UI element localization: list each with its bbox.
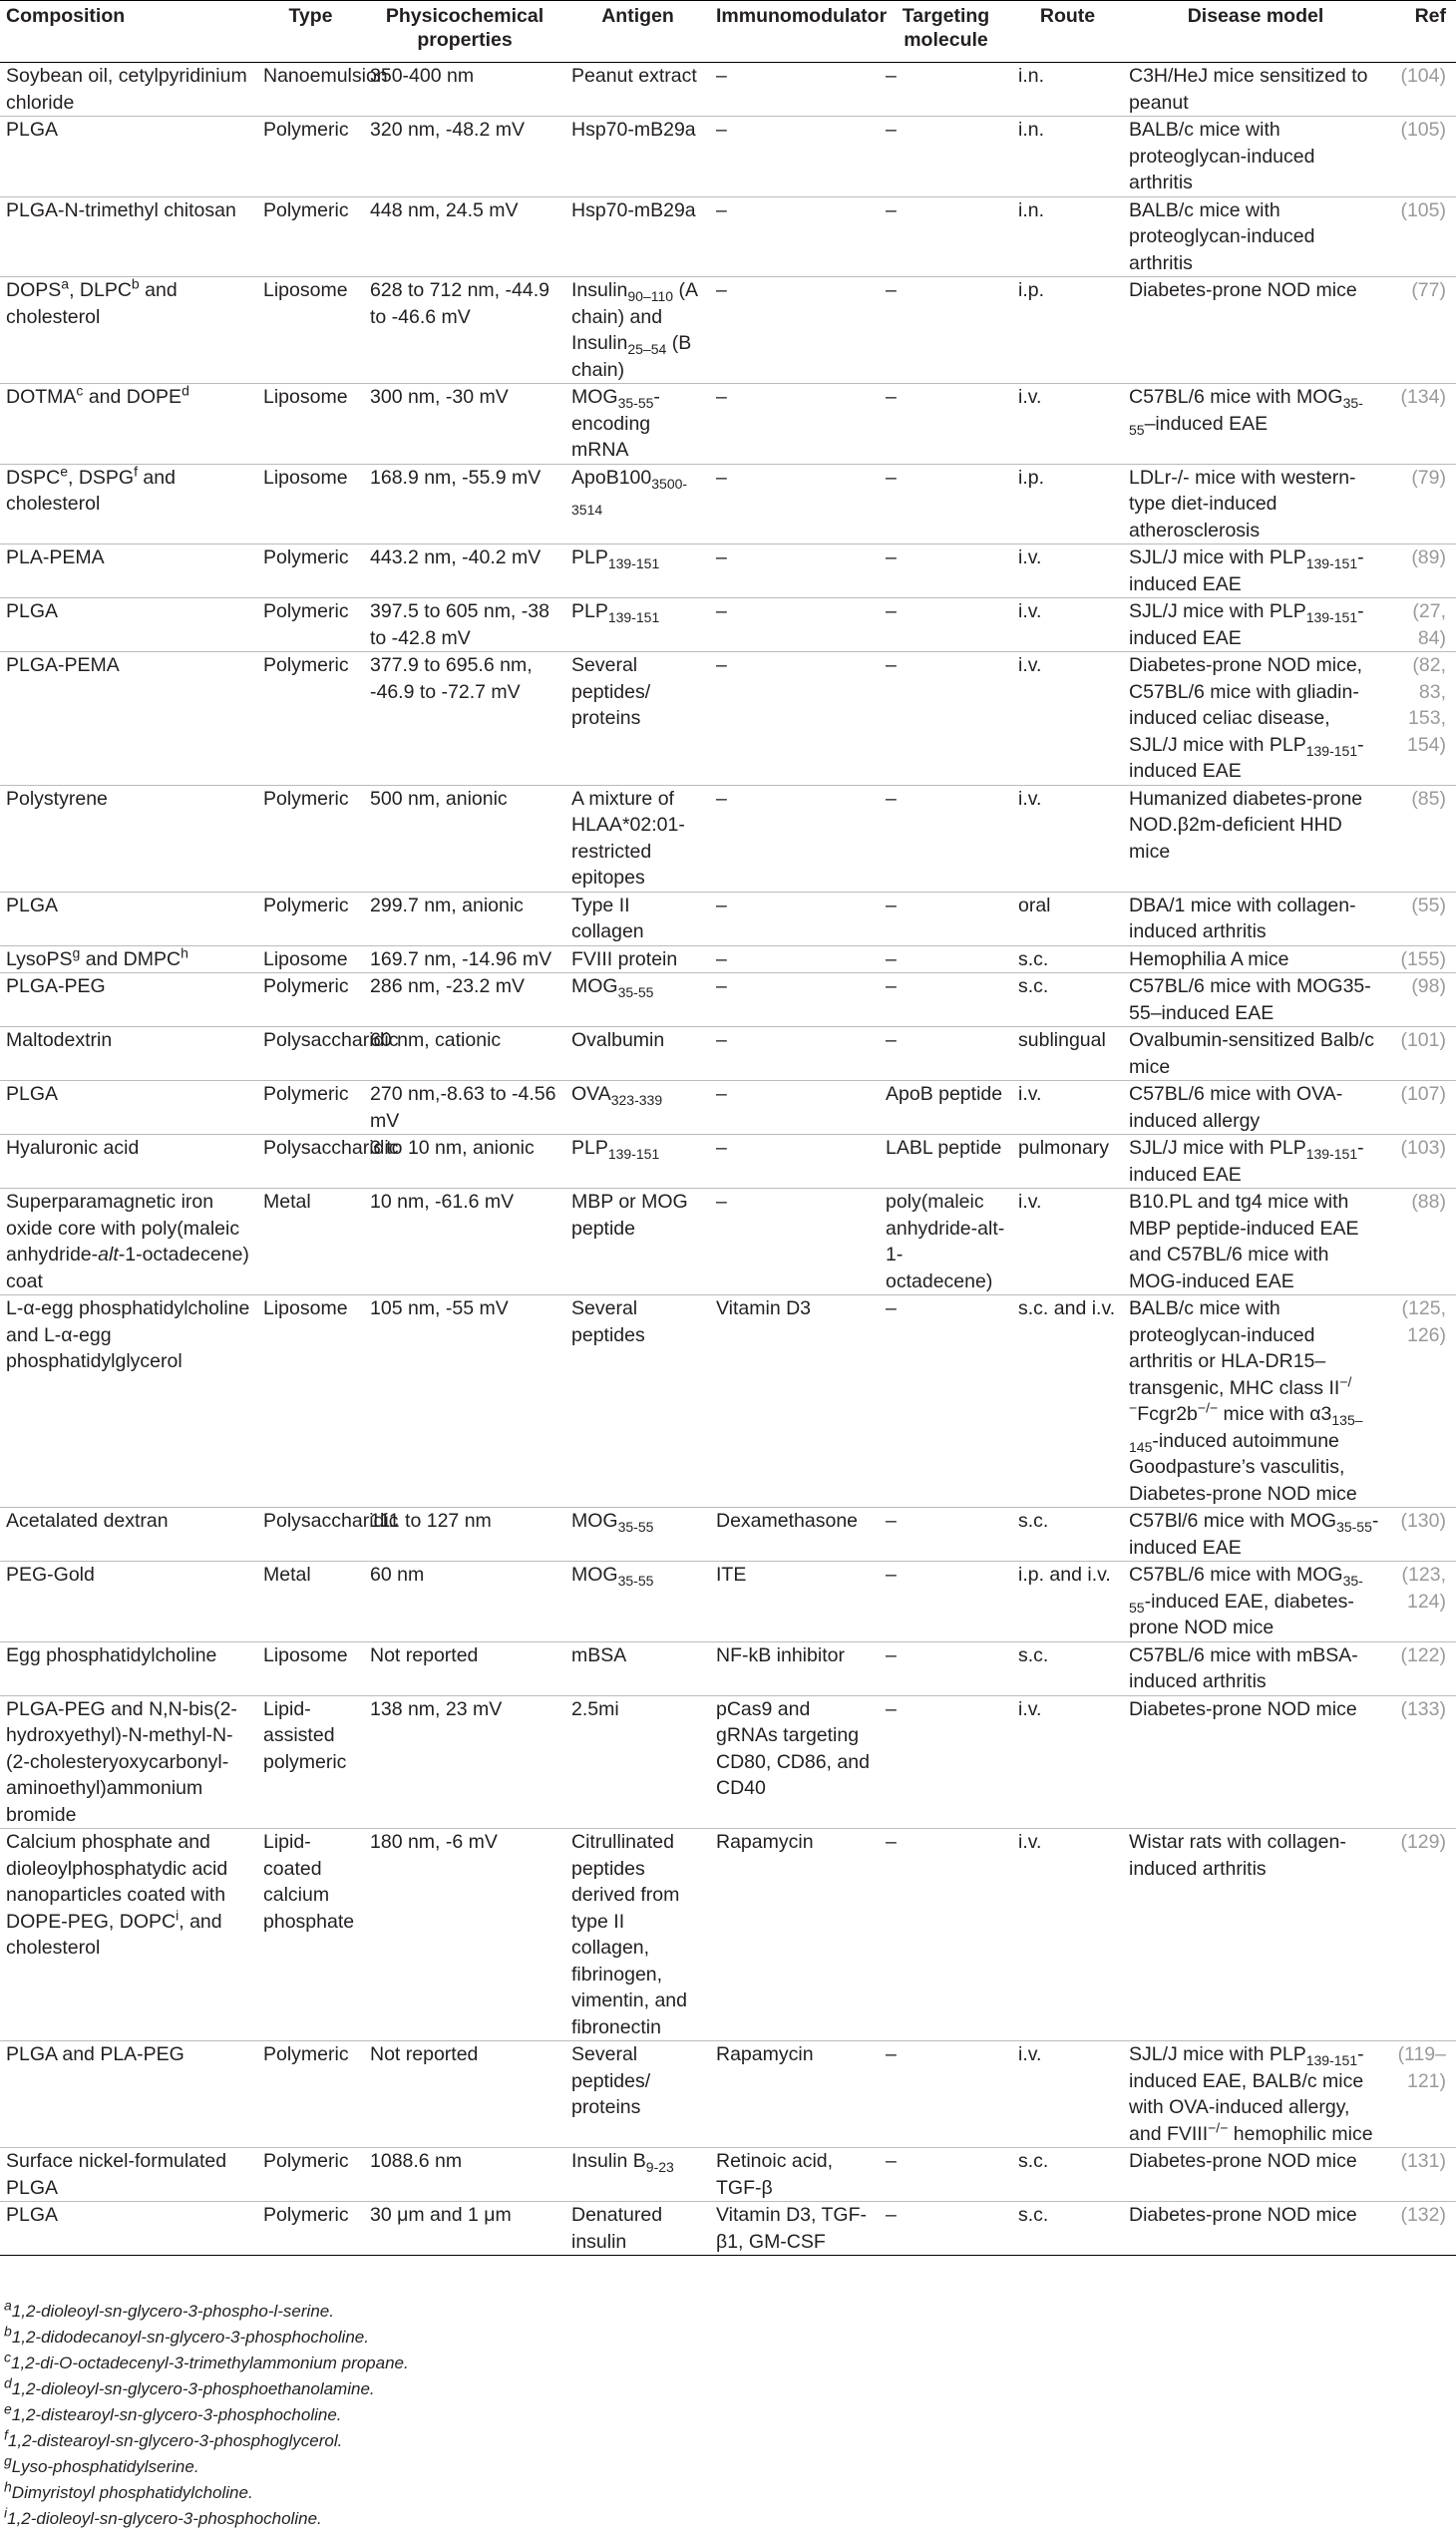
table-row xyxy=(0,1027,1456,1081)
table-row xyxy=(0,277,1456,384)
footnote: $^i$1,2-dioleoyl-sn-glycero-3-phosphocholine. xyxy=(4,2504,322,2528)
cell-route: i.n. xyxy=(1018,198,1045,221)
cell-composition: Egg phosphatidylcholine xyxy=(6,1643,217,1666)
cell-ref[interactable]: (105) xyxy=(1400,119,1446,141)
cell-composition: PLGA and PLA-PEG xyxy=(6,2043,184,2065)
cell-targeting: – xyxy=(886,466,897,489)
cell-disease-model: Humanized diabetes-prone NOD.β2m-deficient HHD mice xyxy=(1129,787,1363,863)
cell-antigen: $ApoB100_{3500-3514}$ xyxy=(571,466,688,518)
cell-immunomodulator: – xyxy=(716,279,727,301)
footnote: $^c$1,2-di-O-octadecenyl-3-trimethylammonium propane. xyxy=(4,2349,409,2372)
cell-composition: DOPS$^a$, DLPC$^b$ and cholesterol xyxy=(6,275,178,328)
cell-route: s.c. xyxy=(1018,2204,1049,2226)
cell-physicochemical: 299.7 nm, anionic xyxy=(370,894,524,916)
table-row xyxy=(0,464,1456,544)
cell-immunomodulator: Vitamin D3, TGF-β1, GM-CSF xyxy=(716,2204,867,2253)
cell-targeting: – xyxy=(886,2043,897,2065)
cell-antigen: $MOG_{35-55}$ xyxy=(571,975,654,1000)
cell-physicochemical: 628 to 712 nm, -44.9 to -46.6 mV xyxy=(370,279,549,328)
cell-physicochemical: 270 nm,-8.63 to -4.56 mV xyxy=(370,1083,556,1132)
cell-targeting: – xyxy=(886,975,897,997)
cell-immunomodulator: pCas9 and gRNAs targeting CD80, CD86, and CD40 xyxy=(716,1697,870,1799)
cell-targeting: – xyxy=(886,65,897,87)
cell-disease-model: Wistar rats with collagen-induced arthritis xyxy=(1129,1831,1346,1880)
cell-antigen: Insulin $B_{9-23}$ xyxy=(571,2150,674,2175)
cell-disease-model: C3H/HeJ mice sensitized to peanut xyxy=(1129,65,1368,114)
cell-route: i.v. xyxy=(1018,600,1042,622)
cell-route: i.v. xyxy=(1018,787,1042,810)
cell-route: i.v. xyxy=(1018,654,1042,676)
footnote: $^h$Dimyristoyl phosphatidylcholine. xyxy=(4,2478,253,2502)
cell-ref[interactable]: (105) xyxy=(1400,198,1446,221)
cell-immunomodulator: NF-kB inhibitor xyxy=(716,1643,845,1666)
cell-antigen: $PLP_{139-151}$ xyxy=(571,546,660,571)
cell-immunomodulator: Retinoic acid, TGF-β xyxy=(716,2150,834,2199)
cell-ref[interactable]: (27, 84) xyxy=(1412,600,1446,649)
cell-type: Liposome xyxy=(263,386,348,408)
cell-composition: PEG-Gold xyxy=(6,1564,95,1586)
cell-type: Polymeric xyxy=(263,894,349,916)
cell-physicochemical: 60 nm xyxy=(370,1564,425,1586)
cell-ref[interactable]: (122) xyxy=(1400,1643,1446,1666)
table-row xyxy=(0,384,1456,465)
cell-antigen: Citrullinated peptides derived from type II collagen, fibrinogen, vimentin, and fibronectin xyxy=(571,1831,687,2038)
cell-targeting: – xyxy=(886,894,897,916)
cell-antigen: A mixture of HLAA*02:01-restricted epitopes xyxy=(571,787,685,889)
cell-immunomodulator: Dexamethasone xyxy=(716,1510,859,1532)
cell-disease-model: B10.PL and tg4 mice with MBP peptide-induced EAE and C57BL/6 mice with MOG-induced EAE xyxy=(1129,1191,1359,1292)
cell-ref[interactable]: (131) xyxy=(1400,2150,1446,2172)
cell-ref[interactable]: (125, 126) xyxy=(1401,1297,1446,1346)
footnote: $^d$1,2-dioleoyl-sn-glycero-3-phosphoethanolamine. xyxy=(4,2374,375,2398)
cell-immunomodulator: ITE xyxy=(716,1564,747,1586)
cell-route: i.p. and i.v. xyxy=(1018,1564,1111,1586)
header-immunomodulator: Immunomodulator xyxy=(716,5,888,27)
cell-physicochemical: 350-400 nm xyxy=(370,65,475,87)
cell-composition: PLGA-PEMA xyxy=(6,654,120,676)
cell-targeting: – xyxy=(886,947,897,970)
cell-type: Polysaccharidic xyxy=(263,1510,399,1532)
cell-type: Polysaccharidic xyxy=(263,1029,399,1051)
header-disease-model: Disease model xyxy=(1187,5,1324,27)
cell-ref[interactable]: (133) xyxy=(1400,1697,1446,1720)
cell-physicochemical: 168.9 nm, -55.9 mV xyxy=(370,466,542,489)
cell-ref[interactable]: (132) xyxy=(1400,2204,1446,2226)
table-row xyxy=(0,1135,1456,1189)
cell-disease-model: BALB/c mice with proteoglycan-induced arthritis xyxy=(1129,119,1315,193)
cell-immunomodulator: – xyxy=(716,654,727,676)
cell-disease-model: Ovalbumin-sensitized Balb/c mice xyxy=(1129,1029,1375,1078)
cell-antigen: MBP or MOG peptide xyxy=(571,1191,688,1240)
cell-composition: PLGA-PEG and N,N-bis(2-hydroxyethyl)-N-methyl-N-(2-cholesteryoxycarbonyl-aminoethyl)ammonium bromide xyxy=(6,1697,237,1826)
cell-route: i.n. xyxy=(1018,119,1045,141)
cell-composition: Polystyrene xyxy=(6,787,108,810)
cell-composition: L-α-egg phosphatidylcholine and L-α-egg phosphatidylglycerol xyxy=(6,1297,250,1372)
cell-physicochemical: 300 nm, -30 mV xyxy=(370,386,509,408)
table-row xyxy=(0,1081,1456,1135)
cell-type: Liposome xyxy=(263,1297,348,1319)
cell-antigen: Several peptides xyxy=(571,1297,645,1346)
cell-targeting: – xyxy=(886,1297,897,1319)
cell-antigen: $PLP_{139-151}$ xyxy=(571,1137,660,1162)
cell-composition: PLGA-PEG xyxy=(6,975,106,997)
header-type: Type xyxy=(288,5,333,27)
cell-disease-model: C57Bl/6 mice with $MOG_{35-55}$-induced EAE xyxy=(1129,1510,1379,1559)
cell-immunomodulator: – xyxy=(716,466,727,489)
cell-disease-model: LDLr-/- mice with western-type diet-induced atherosclerosis xyxy=(1129,466,1356,542)
table-row xyxy=(0,1829,1456,2041)
cell-physicochemical: 169.7 nm, -14.96 mV xyxy=(370,947,552,970)
cell-route: i.v. xyxy=(1018,2043,1042,2065)
cell-route: s.c. and i.v. xyxy=(1018,1297,1116,1319)
footnote: $^b$1,2-didodecanoyl-sn-glycero-3-phosphocholine. xyxy=(4,2323,369,2347)
cell-type: Polymeric xyxy=(263,787,349,810)
header-targeting: Targeting molecule xyxy=(902,5,990,51)
cell-route: i.p. xyxy=(1018,279,1045,301)
cell-immunomodulator: – xyxy=(716,198,727,221)
cell-ref[interactable]: (129) xyxy=(1400,1831,1446,1853)
footnote: $^g$Lyso-phosphatidylserine. xyxy=(4,2452,199,2476)
cell-ref[interactable]: (85) xyxy=(1411,787,1446,810)
cell-antigen: $PLP_{139-151}$ xyxy=(571,600,660,625)
cell-disease-model: C57BL/6 mice with mBSA-induced arthritis xyxy=(1129,1643,1358,1692)
table-header xyxy=(0,1,1456,63)
cell-disease-model: C57BL/6 mice with OVA-induced allergy xyxy=(1129,1083,1343,1132)
cell-targeting: – xyxy=(886,1831,897,1853)
cell-antigen: Denatured insulin xyxy=(571,2204,663,2253)
cell-type: Nanoemulsion xyxy=(263,65,388,87)
cell-disease-model: Diabetes-prone NOD mice xyxy=(1129,279,1357,301)
footnote: $^f$1,2-distearoyl-sn-glycero-3-phosphoglycerol. xyxy=(4,2426,343,2450)
cell-targeting: – xyxy=(886,546,897,568)
cell-ref[interactable]: (79) xyxy=(1411,466,1446,489)
cell-immunomodulator: Rapamycin xyxy=(716,2043,814,2065)
cell-targeting: – xyxy=(886,2204,897,2226)
cell-targeting: LABL peptide xyxy=(886,1137,1002,1159)
cell-route: s.c. xyxy=(1018,947,1049,970)
cell-route: pulmonary xyxy=(1018,1137,1110,1159)
table-row xyxy=(0,117,1456,197)
cell-route: i.v. xyxy=(1018,386,1042,408)
cell-composition: PLGA xyxy=(6,119,59,141)
cell-antigen: $MOG_{35-55}$ xyxy=(571,1564,654,1589)
cell-targeting: – xyxy=(886,279,897,301)
table-row xyxy=(0,1641,1456,1695)
cell-disease-model: BALB/c mice with proteoglycan-induced arthritis or HLA-DR15–transgenic, MHC class II−/−Fcgr2b−/− mice with $\alpha 3_{135-145}$-induced autoimmune Goodpasture’s vasculitis, Diabetes-prone NOD mice xyxy=(1129,1297,1363,1505)
cell-physicochemical: 320 nm, -48.2 mV xyxy=(370,119,525,141)
cell-type: Polymeric xyxy=(263,2204,349,2226)
cell-ref[interactable]: (103) xyxy=(1400,1137,1446,1159)
cell-immunomodulator: – xyxy=(716,975,727,997)
table-row xyxy=(0,1295,1456,1508)
header-physicochemical: Physicochemical properties xyxy=(385,5,545,51)
cell-composition: Acetalated dextran xyxy=(6,1510,169,1532)
cell-type: Polymeric xyxy=(263,546,349,568)
table-row xyxy=(0,945,1456,973)
cell-physicochemical: 286 nm, -23.2 mV xyxy=(370,975,525,997)
cell-disease-model: SJL/J mice with $PLP_{139-151}$-induced EAE xyxy=(1129,1137,1364,1186)
cell-immunomodulator: – xyxy=(716,386,727,408)
cell-route: oral xyxy=(1018,894,1051,916)
cell-route: sublingual xyxy=(1018,1029,1106,1051)
cell-type: Polymeric xyxy=(263,198,349,221)
cell-immunomodulator: Vitamin D3 xyxy=(716,1297,812,1319)
table-row xyxy=(0,973,1456,1027)
cell-disease-model: C57BL/6 mice with $MOG_{35-55}$–induced EAE xyxy=(1129,386,1363,438)
table-row xyxy=(0,892,1456,945)
cell-type: Liposome xyxy=(263,947,348,970)
cell-physicochemical: 10 nm, -61.6 mV xyxy=(370,1191,515,1213)
cell-targeting: – xyxy=(886,2150,897,2172)
cell-ref[interactable]: (82, 83, 153, 154) xyxy=(1406,654,1446,756)
cell-antigen: FVIII protein xyxy=(571,947,678,970)
header-composition: Composition xyxy=(6,5,126,27)
cell-type: Polymeric xyxy=(263,2150,349,2172)
cell-ref[interactable]: (89) xyxy=(1411,546,1446,568)
cell-immunomodulator: – xyxy=(716,1137,727,1159)
cell-ref[interactable]: (119–121) xyxy=(1397,2043,1446,2092)
cell-physicochemical: 180 nm, -6 mV xyxy=(370,1831,498,1853)
header-antigen: Antigen xyxy=(601,5,674,27)
footnotes xyxy=(0,2299,1456,2532)
table-row xyxy=(0,2041,1456,2148)
cell-ref[interactable]: (77) xyxy=(1411,279,1446,301)
cell-antigen: Hsp70-mB29a xyxy=(571,119,696,141)
cell-immunomodulator: – xyxy=(716,1029,727,1051)
cell-antigen: Several peptides/ proteins xyxy=(571,654,651,729)
cell-immunomodulator: Rapamycin xyxy=(716,1831,814,1853)
cell-composition: PLGA xyxy=(6,600,59,622)
cell-antigen: Type II collagen xyxy=(571,894,644,942)
cell-composition: PLA-PEMA xyxy=(6,546,105,568)
cell-composition: PLGA xyxy=(6,2204,59,2226)
cell-physicochemical: 397.5 to 605 nm, -38 to -42.8 mV xyxy=(370,600,549,649)
cell-ref[interactable]: (88) xyxy=(1411,1191,1446,1213)
cell-route: i.v. xyxy=(1018,1697,1042,1720)
cell-type: Metal xyxy=(263,1191,311,1213)
cell-ref[interactable]: (123, 124) xyxy=(1401,1564,1446,1613)
cell-ref[interactable]: (155) xyxy=(1400,947,1446,970)
cell-targeting: – xyxy=(886,1510,897,1532)
cell-composition: Soybean oil, cetylpyridinium chloride xyxy=(6,65,247,114)
cell-targeting: ApoB peptide xyxy=(886,1083,1003,1105)
cell-ref[interactable]: (130) xyxy=(1400,1510,1446,1532)
table-row xyxy=(0,1189,1456,1295)
cell-route: s.c. xyxy=(1018,2150,1049,2172)
cell-physicochemical: 111 to 127 nm xyxy=(370,1510,492,1532)
cell-ref[interactable]: (98) xyxy=(1411,975,1446,997)
cell-ref[interactable]: (101) xyxy=(1400,1029,1446,1051)
cell-route: s.c. xyxy=(1018,975,1049,997)
cell-composition: PLGA xyxy=(6,894,59,916)
table-row xyxy=(0,785,1456,892)
cell-antigen: $OVA_{323-339}$ xyxy=(571,1083,663,1108)
cell-composition: LysoPS$^g$ and DMPC$^h$ xyxy=(6,944,188,970)
cell-targeting: – xyxy=(886,787,897,810)
cell-physicochemical: 377.9 to 695.6 nm, -46.9 to -72.7 mV xyxy=(370,654,533,703)
table-row xyxy=(0,196,1456,277)
cell-type: Polymeric xyxy=(263,654,349,676)
cell-disease-model: Diabetes-prone NOD mice xyxy=(1129,2150,1357,2172)
cell-ref[interactable]: (107) xyxy=(1400,1083,1446,1105)
cell-immunomodulator: – xyxy=(716,546,727,568)
cell-type: Liposome xyxy=(263,279,348,301)
cell-type: Polymeric xyxy=(263,2043,349,2065)
cell-route: i.n. xyxy=(1018,65,1045,87)
cell-type: Liposome xyxy=(263,1643,348,1666)
cell-immunomodulator: – xyxy=(716,119,727,141)
cell-route: i.p. xyxy=(1018,466,1045,489)
cell-physicochemical: 1088.6 nm xyxy=(370,2150,463,2172)
cell-disease-model: Diabetes-prone NOD mice, C57BL/6 mice with gliadin-induced celiac disease, SJL/J mice with $PLP_{139-151}$-induced EAE xyxy=(1129,654,1364,782)
cell-type: Metal xyxy=(263,1564,311,1586)
footnote: $^e$1,2-distearoyl-sn-glycero-3-phosphocholine. xyxy=(4,2400,342,2424)
cell-targeting: – xyxy=(886,1564,897,1586)
cell-composition: DOTMA$^c$ and DOPE$^d$ xyxy=(6,382,189,408)
cell-type: Polymeric xyxy=(263,1083,349,1105)
cell-immunomodulator: – xyxy=(716,1191,727,1213)
cell-targeting: – xyxy=(886,386,897,408)
cell-targeting: – xyxy=(886,1697,897,1720)
cell-immunomodulator: – xyxy=(716,1083,727,1105)
cell-targeting: – xyxy=(886,600,897,622)
cell-disease-model: DBA/1 mice with collagen-induced arthritis xyxy=(1129,894,1356,942)
table-row xyxy=(0,598,1456,652)
cell-antigen: Peanut extract xyxy=(571,65,697,87)
table-row xyxy=(0,1508,1456,1562)
table-row xyxy=(0,2148,1456,2202)
cell-type: Polymeric xyxy=(263,600,349,622)
cell-route: s.c. xyxy=(1018,1510,1049,1532)
cell-type: Polysaccharidic xyxy=(263,1137,399,1159)
cell-targeting: – xyxy=(886,1643,897,1666)
cell-physicochemical: 60 nm, cationic xyxy=(370,1029,502,1051)
cell-disease-model: Hemophilia A mice xyxy=(1129,947,1289,970)
cell-physicochemical: 443.2 nm, -40.2 mV xyxy=(370,546,542,568)
cell-physicochemical: Not reported xyxy=(370,1643,479,1666)
header-ref: Ref xyxy=(1414,5,1446,27)
cell-immunomodulator: – xyxy=(716,65,727,87)
cell-immunomodulator: – xyxy=(716,787,727,810)
cell-immunomodulator: – xyxy=(716,894,727,916)
header-route: Route xyxy=(1039,5,1096,27)
cell-route: i.v. xyxy=(1018,1083,1042,1105)
cell-physicochemical: 500 nm, anionic xyxy=(370,787,508,810)
table-row xyxy=(0,1695,1456,1829)
cell-disease-model: C57BL/6 mice with MOG35-55–induced EAE xyxy=(1129,975,1371,1024)
cell-ref[interactable]: (134) xyxy=(1400,386,1446,408)
cell-physicochemical: 138 nm, 23 mV xyxy=(370,1697,503,1720)
cell-immunomodulator: – xyxy=(716,600,727,622)
cell-antigen: mBSA xyxy=(571,1643,627,1666)
cell-targeting: – xyxy=(886,198,897,221)
cell-disease-model: Diabetes-prone NOD mice xyxy=(1129,2204,1357,2226)
cell-physicochemical: 30 μm and 1 μm xyxy=(370,2204,512,2226)
cell-type: Lipid-coated calcium phosphate xyxy=(263,1831,355,1933)
cell-antigen: Several peptides/ proteins xyxy=(571,2043,651,2118)
cell-composition: PLGA xyxy=(6,1083,59,1105)
cell-type: Polymeric xyxy=(263,975,349,997)
cell-physicochemical: 448 nm, 24.5 mV xyxy=(370,198,519,221)
cell-targeting: – xyxy=(886,119,897,141)
table-row xyxy=(0,2202,1456,2256)
cell-type: Liposome xyxy=(263,466,348,489)
cell-targeting: poly(maleic anhydride-alt-1-octadecene) xyxy=(886,1191,1005,1292)
cell-physicochemical: Not reported xyxy=(370,2043,479,2065)
cell-type: Lipid-assisted polymeric xyxy=(263,1697,347,1773)
cell-physicochemical: 3 to 10 nm, anionic xyxy=(370,1137,535,1159)
table-row xyxy=(0,652,1456,786)
cell-composition: Surface nickel-formulated PLGA xyxy=(6,2150,227,2199)
cell-route: i.v. xyxy=(1018,1831,1042,1853)
cell-composition: PLGA-N-trimethyl chitosan xyxy=(6,198,236,221)
cell-immunomodulator: – xyxy=(716,947,727,970)
cell-antigen: $MOG_{35-55}$ xyxy=(571,1510,654,1535)
cell-disease-model: Diabetes-prone NOD mice xyxy=(1129,1697,1357,1720)
cell-disease-model: SJL/J mice with $PLP_{139-151}$-induced EAE, BALB/c mice with OVA-induced allergy, and FVIII−/− hemophilic mice xyxy=(1129,2043,1373,2145)
cell-targeting: – xyxy=(886,1029,897,1051)
cell-route: i.v. xyxy=(1018,546,1042,568)
table-row xyxy=(0,544,1456,598)
cell-composition: Calcium phosphate and dioleoylphosphatydic acid nanoparticles coated with DOPE-PEG, DOPC$^i$, and cholesterol xyxy=(6,1831,228,1959)
cell-composition: Hyaluronic acid xyxy=(6,1137,140,1159)
table-row xyxy=(0,1562,1456,1642)
table-body xyxy=(0,63,1456,2256)
cell-antigen: $MOG_{35-55}$-encoding mRNA xyxy=(571,386,660,461)
cell-route: s.c. xyxy=(1018,1643,1049,1666)
cell-targeting: – xyxy=(886,654,897,676)
cell-composition: Superparamagnetic iron oxide core with poly(maleic anhydride-alt-1-octadecene) coat xyxy=(6,1191,249,1292)
cell-type: Polymeric xyxy=(263,119,349,141)
table-row xyxy=(0,63,1456,117)
cell-disease-model: BALB/c mice with proteoglycan-induced arthritis xyxy=(1129,198,1315,274)
cell-physicochemical: 105 nm, -55 mV xyxy=(370,1297,509,1319)
cell-antigen: Hsp70-mB29a xyxy=(571,198,696,221)
cell-antigen: 2.5mi xyxy=(571,1697,619,1720)
cell-antigen: Insulin$_{90-110}$ (A chain) and Insulin$_{25-54}$ (B chain) xyxy=(571,279,697,381)
cell-composition: DSPC$^e$, DSPG$^f$ and cholesterol xyxy=(6,463,176,515)
cell-route: i.v. xyxy=(1018,1191,1042,1213)
cell-disease-model: SJL/J mice with $PLP_{139-151}$-induced EAE xyxy=(1129,600,1364,649)
cell-disease-model: C57BL/6 mice with $MOG_{35-55}$-induced EAE, diabetes-prone NOD mice xyxy=(1129,1564,1363,1638)
cell-ref[interactable]: (55) xyxy=(1411,894,1446,916)
footnote: $^a$1,2-dioleoyl-sn-glycero-3-phospho-l-serine. xyxy=(4,2297,334,2321)
cell-composition: Maltodextrin xyxy=(6,1029,113,1051)
cell-disease-model: SJL/J mice with $PLP_{139-151}$-induced EAE xyxy=(1129,546,1364,595)
cell-ref[interactable]: (104) xyxy=(1400,65,1446,87)
cell-antigen: Ovalbumin xyxy=(571,1029,665,1051)
